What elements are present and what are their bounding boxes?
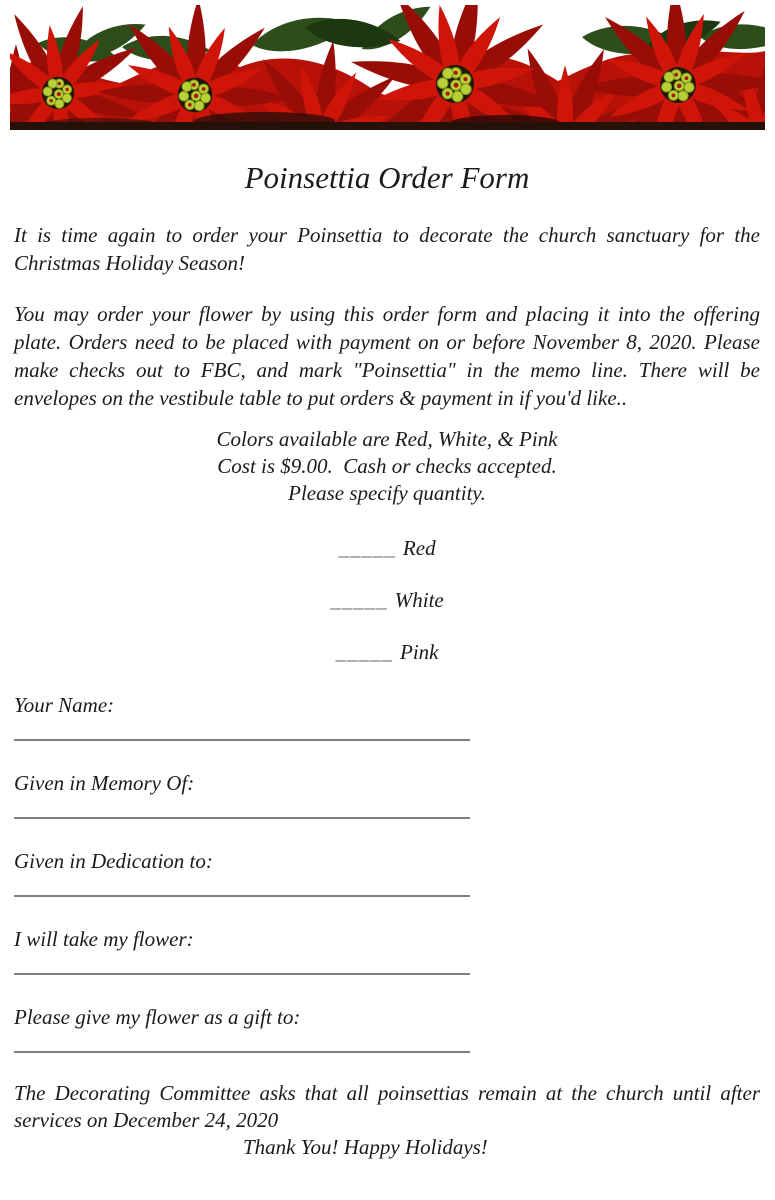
thanks-line: Thank You! Happy Holidays! xyxy=(243,1135,488,1159)
quantity-blank-pink: _____ xyxy=(335,640,393,664)
field-label-dedication: Given in Dedication to: xyxy=(14,849,213,873)
poinsettia-banner xyxy=(10,5,765,130)
field-group-gift xyxy=(14,1006,760,1053)
field-label-memory: Given in Memory Of: xyxy=(14,771,195,795)
info-line-colors: Colors available are Red, White, & Pink xyxy=(216,427,558,451)
quantity-label-white: White xyxy=(394,588,444,612)
quantity-label-pink: Pink xyxy=(400,640,439,664)
quantity-blank-white: _____ xyxy=(330,588,388,612)
field-group-memory xyxy=(14,772,760,819)
page-title: Poinsettia Order Form xyxy=(244,160,530,195)
write-line-your-name xyxy=(14,739,470,741)
order-form-page xyxy=(0,161,775,1161)
info-line-cost: Cost is $9.00. Cash or checks accepted. xyxy=(217,454,557,478)
poinsettia-banner-image xyxy=(10,5,765,130)
order-info-block xyxy=(14,426,760,507)
field-label-gift: Please give my flower as a gift to: xyxy=(14,1005,301,1029)
info-line-quantity: Please specify quantity. xyxy=(288,481,486,505)
field-label-take-flower: I will take my flower: xyxy=(14,927,194,951)
write-line-take-flower xyxy=(14,973,470,975)
field-group-take-flower xyxy=(14,928,760,975)
quantity-label-red: Red xyxy=(402,536,436,560)
quantity-row-red xyxy=(14,537,760,559)
intro-paragraph-1: It is time again to order your Poinsettia to decorate the church sanctuary for the Christmas Holiday Season! xyxy=(14,223,760,275)
field-group-dedication xyxy=(14,850,760,897)
field-label-your-name: Your Name: xyxy=(14,693,115,717)
intro-paragraph-2: You may order your flower by using this order form and placing it into the offering plate. Orders need to be placed with payment on or before November 8, 2020. Please make checks out to FBC, and mark "Poinsettia" in the memo line. There will be envelopes on the vestibule table to put orders & payment in if you'd like.. xyxy=(14,302,760,410)
write-line-gift xyxy=(14,1051,470,1053)
quantity-row-white xyxy=(14,589,760,611)
field-group-your-name xyxy=(14,694,760,741)
write-line-dedication xyxy=(14,895,470,897)
quantity-row-pink xyxy=(14,641,760,663)
footer-note: The Decorating Committee asks that all poinsettias remain at the church until after services on December 24, 2020 xyxy=(14,1081,760,1132)
write-line-memory xyxy=(14,817,470,819)
quantity-blank-red: _____ xyxy=(338,536,396,560)
